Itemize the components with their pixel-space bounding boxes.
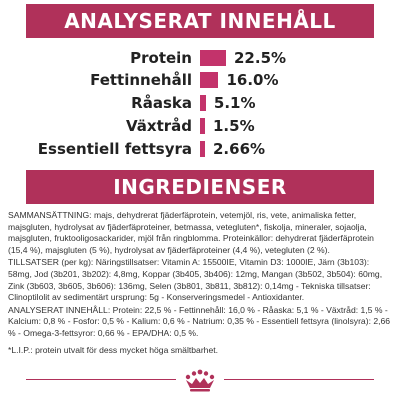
nutrient-label: Växtråd [125, 117, 192, 135]
nutrient-value: 16.0% [226, 71, 279, 89]
nutrient-value: 1.5% [213, 117, 255, 135]
footer-divider-left [26, 379, 176, 380]
ingredients-text [8, 210, 394, 357]
analytical-paragraph: ANALYSERAT INNEHÅLL: Protein: 22,5 % - Fettinnehåll: 16,0 % - Råaska: 5,1 % - Växtråd: 1,5 % - Kalcium: 0,8 % - Fosfor: 0,5 % - Kalium: 0,6 % - Natrium: 0,35 % - Essentiell fettsyra (linolsyra): 2,66 % - Omega-3-fettsyror: 0,66 % - EPA/DHA: 0,5 %. [8, 304, 391, 338]
nutrient-bar [200, 118, 205, 134]
nutrient-label: Protein [130, 49, 192, 67]
nutrient-row-ash [0, 93, 400, 113]
nutrient-row-fiber [0, 116, 400, 136]
royal-canin-crown-icon [182, 368, 218, 394]
nutrient-value: 22.5% [234, 49, 287, 67]
footnote: *L.I.P.: protein utvalt för dess mycket höga smältbarhet. [8, 344, 219, 355]
nutrient-bar [200, 95, 206, 111]
nutrient-row-protein [0, 48, 400, 68]
analysis-banner [26, 4, 374, 38]
nutrient-label: Essentiell fettsyra [37, 140, 192, 158]
nutrient-bar [200, 141, 205, 157]
footer-divider-right [224, 379, 374, 380]
nutrient-bar [200, 72, 218, 88]
nutrient-value: 2.66% [213, 140, 266, 158]
nutrient-bar [200, 50, 226, 66]
analysis-title: ANALYSERAT INNEHÅLL [64, 9, 336, 33]
nutrient-row-fatty-acid [0, 139, 400, 159]
nutrient-value: 5.1% [213, 94, 256, 112]
nutrient-row-fat [0, 70, 400, 90]
additives-paragraph: TILLSATSER (per kg): Näringstillsatser: Vitamin A: 15500IE, Vitamin D3: 1000IE, Järn (3b103): 58mg, Jod (3b201, 3b202): 4,8mg, Koppar (3b405, 3b406): 12mg, Mangan (3b502, 3b504): 60mg, Zink (3b603, 3b605, 3b606): 136mg, Selen (3b801, 3b811, 3b812): 0,14mg - Tekniska tillsatser: Clinoptilolit av sedimentärt ursprung: 5g - Konserveringsmedel - Antioxidanter. [8, 257, 383, 303]
composition-paragraph: SAMMANSÄTTNING: majs, dehydrerat fjäderfäprotein, vetemjöl, ris, vete, animaliska fetter, majsgluten, hydrolysat av fjäderfäproteiner, betmassa, vetegluten*, fiskolja, mineraler, sojaolja, majsgluten, fruktooligosackarider, mjöl från ringblomma. Proteinkällor: dehydrerat fjäderfäprotein (15,4 %), majsgluten (5 %), hydrolysat av fjäderfäproteiner (4,4 %), vetegluten (2 %). [8, 210, 374, 255]
nutrient-label: Råaska [131, 94, 192, 112]
nutrient-label: Fettinnehåll [90, 71, 192, 89]
ingredients-banner [26, 170, 374, 204]
ingredients-title: INGREDIENSER [113, 175, 287, 199]
